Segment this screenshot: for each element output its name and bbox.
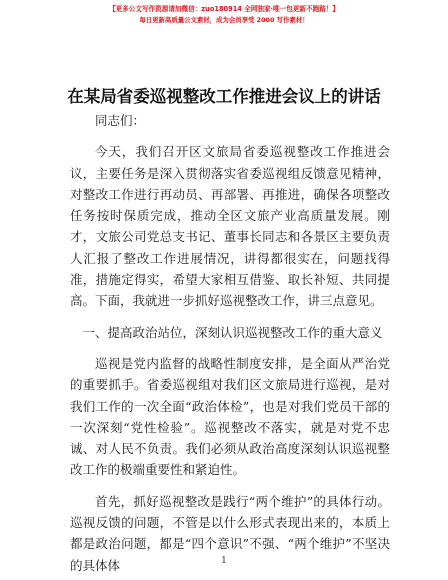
paragraph-spacer	[70, 481, 390, 491]
page-number: 1	[221, 556, 227, 566]
paragraph-spacer	[70, 343, 390, 353]
paragraph-inspection-significance: 巡视是党内监督的战略性制度安排，是全面从严治党的重要抓手。省委巡视组对我们区文旅局进行巡视，是对我们工作的一次全面“政治体检”，也是对我们党员干部的一次深刻“党性检验”。巡视整改不落实，就是对党不忠诚、对人民不负责。我们必须从政治高度深刻认识巡视整改工作的极端重要性和紧迫性。	[70, 355, 390, 478]
paragraph-spacer	[70, 131, 390, 141]
paragraph-spacer	[70, 312, 390, 322]
document-title: 在某局省委巡视整改工作推进会议上的讲话	[67, 87, 381, 106]
paragraph-intro: 今天，我们召开区文旅局省委巡视整改工作推进会议，主要任务是深入贯彻落实省委巡视组反馈意见精神，对整改工作进行再动员、再部署、再推进，确保各项整改任务按时保质完成，推动全区文旅产业高质量发展。刚才，文旅公司党总支书记、董事长同志和各景区主要负责人汇报了整改工作进展情况，讲得都很实在，问题找得准，措施定得实，希望大家相互借鉴、取长补短、共同提高。下面，我就进一步抓好巡视整改工作，讲三点意见。	[70, 144, 390, 309]
paragraph-first-point: 首先，抓好巡视整改是践行“两个维护”的具体行动。巡视反馈的问题，不管是以什么形式表现出来的，本质上都是政治问题，都是“四个意识”不强、“两个维护”不坚决的具体体	[70, 493, 390, 573]
salutation: 同志们：	[95, 113, 146, 128]
section-heading-1: 一、提高政治站位，深刻认识巡视整改工作的重大意义	[82, 324, 383, 340]
promo-banner	[0, 4, 448, 26]
promo-banner-line-2: 每日更新高质量公文素材，成为会员享受 2000 写作素材！	[139, 16, 309, 24]
document-body	[70, 110, 390, 576]
promo-banner-line-1: 【更多公文写作资源请加微信：zuo180914 全网独家·唯一包更新不跑路！】	[108, 5, 339, 13]
